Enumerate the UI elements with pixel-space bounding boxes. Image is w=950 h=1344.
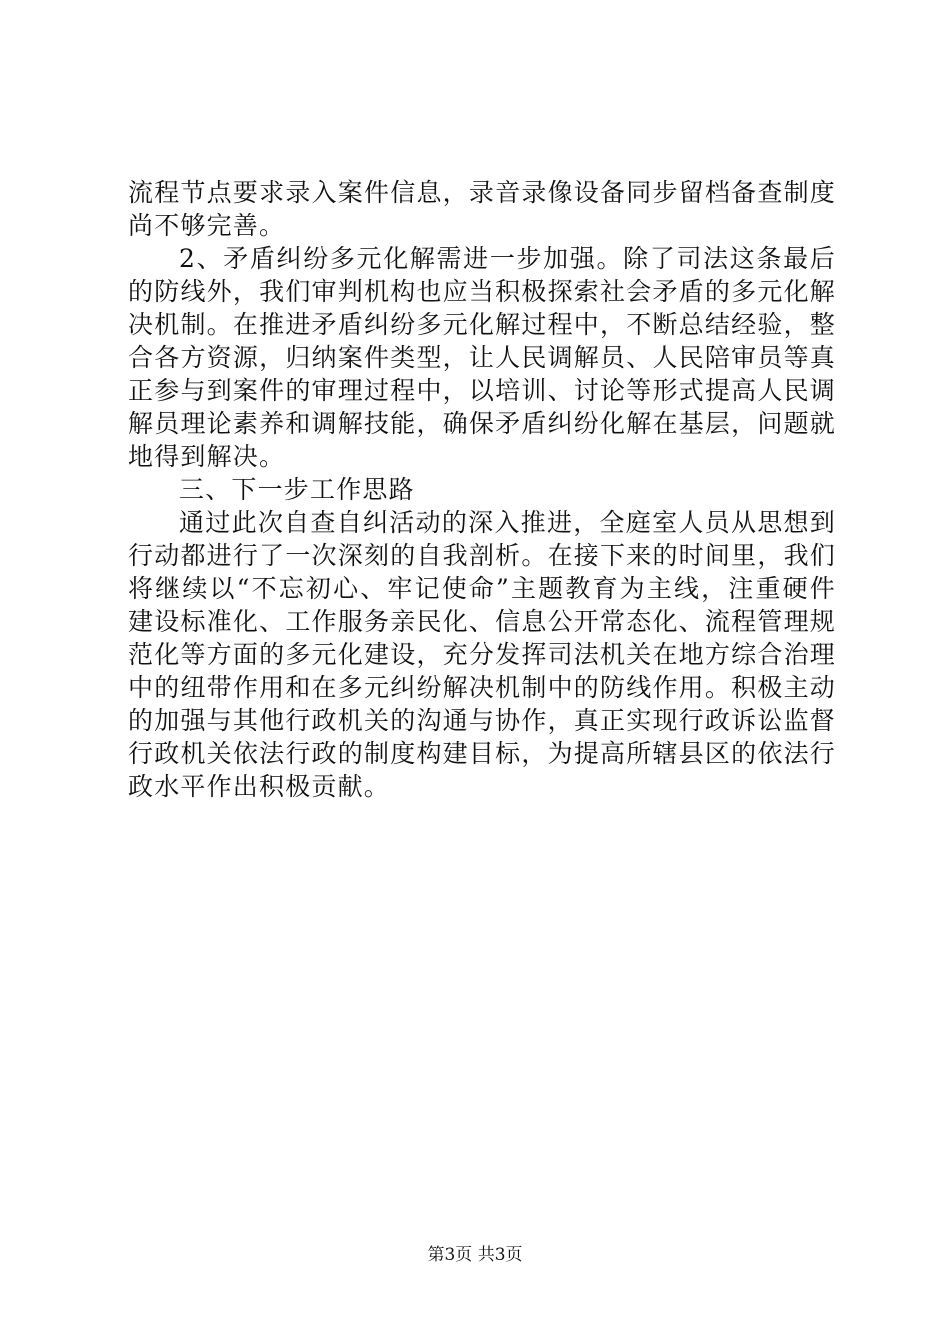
section-heading-next-steps: 三、下一步工作思路 [179,475,415,504]
document-body [128,176,836,803]
paragraph-continued: 流程节点要求录入案件信息，录音录像设备同步留档备查制度尚不够完善。 [128,178,836,240]
paragraph-dispute-resolution: 2、矛盾纠纷多元化解需进一步加强。除了司法这条最后的防线外，我们审判机构也应当积极探索社会矛盾的多元化解决机制。在推进矛盾纠纷多元化解过程中，不断总结经验，整合各方资源，归纳案件类型，让人民调解员、人民陪审员等真正参与到案件的审理过程中，以培训、讨论等形式提高人民调解员理论素养和调解技能，确保矛盾纠纷化解在基层，问题就地得到解决。 [128,244,836,471]
page-number-footer: 第3页 共3页 [427,1245,523,1265]
paragraph-work-plan: 通过此次自查自纠活动的深入推进，全庭室人员从思想到行动都进行了一次深刻的自我剖析。在接下来的时间里，我们将继续以“不忘初心、牢记使命”主题教育为主线，注重硬件建设标准化、工作服务亲民化、信息公开常态化、流程管理规范化等方面的多元化建设，充分发挥司法机关在地方综合治理中的纽带作用和在多元纠纷解决机制中的防线作用。积极主动的加强与其他行政机关的沟通与协作，真正实现行政诉讼监督行政机关依法行政的制度构建目标，为提高所辖县区的依法行政水平作出积极贡献。 [128,508,836,801]
